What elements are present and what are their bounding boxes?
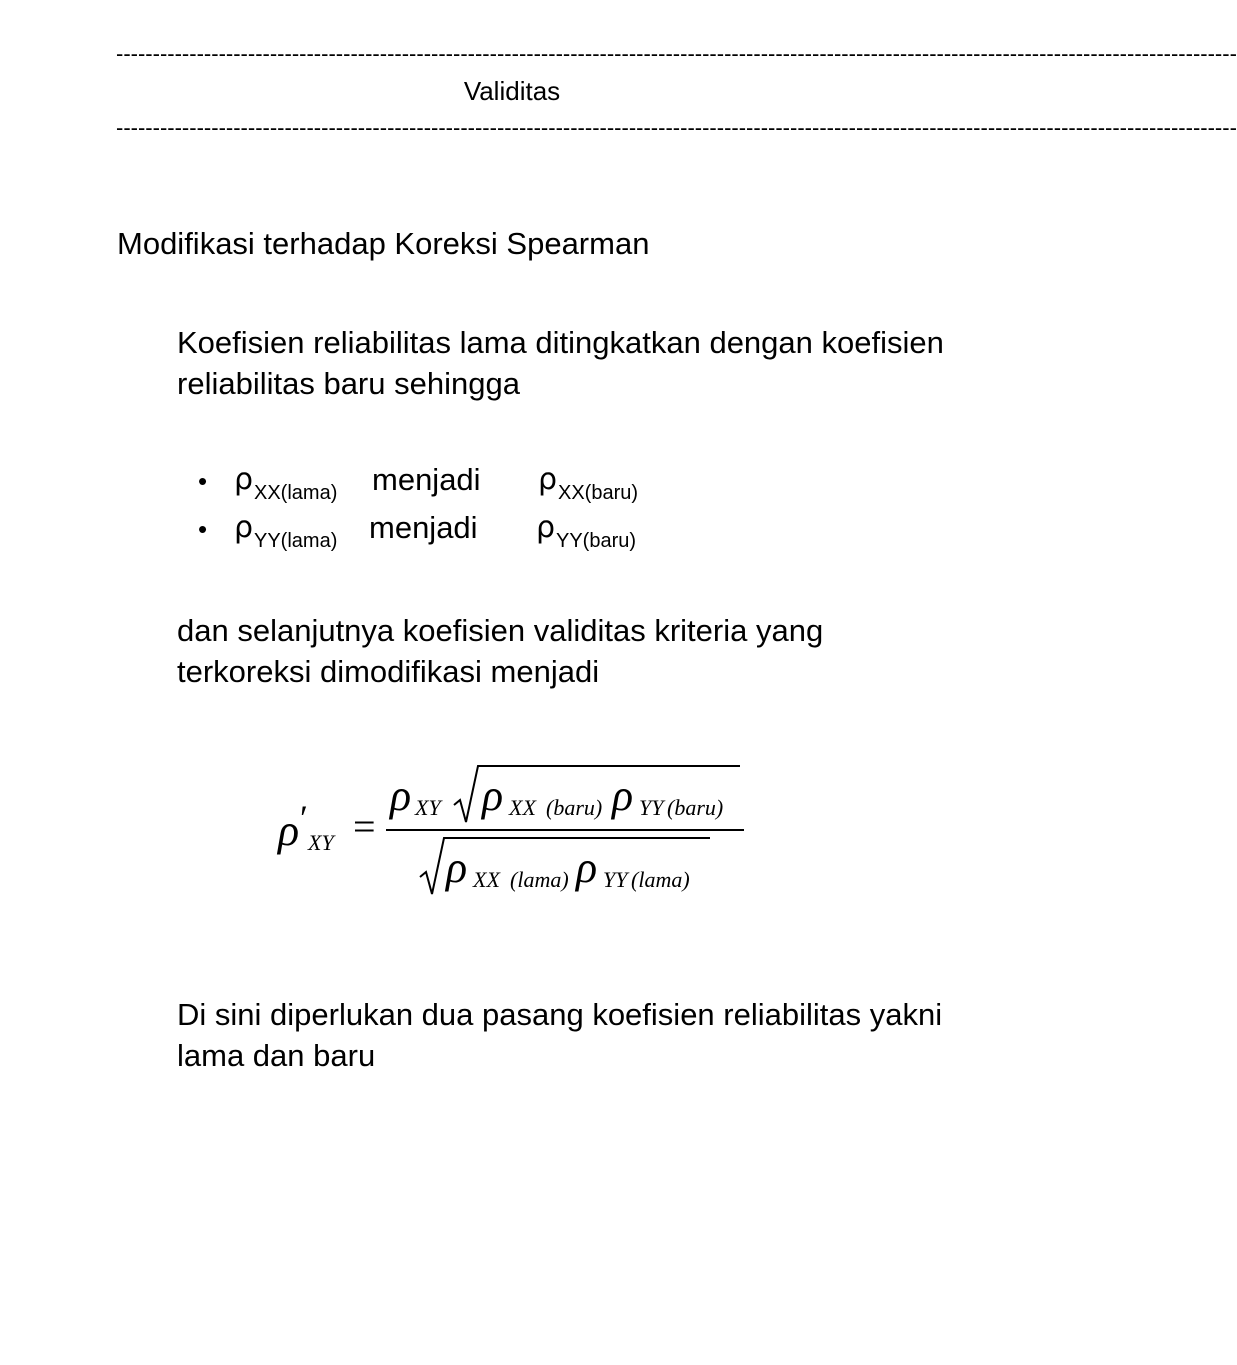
formula-num-rho-xx: ρ [482, 771, 504, 820]
rho-symbol: ρ [536, 510, 556, 545]
rho-subscript-old: XX(lama) [254, 482, 338, 504]
bullet-dot: • [198, 514, 208, 544]
formula-lhs-prime: ′ [300, 798, 308, 838]
formula-num-yy-subscript: YY [639, 795, 664, 820]
formula-den-rho-xx: ρ [446, 843, 468, 892]
formula-num-xx-subscript: XX [509, 795, 536, 820]
formula-num-rho: ρ [390, 771, 412, 820]
rho-subscript-old: YY(lama) [254, 530, 338, 552]
formula-equals-sign: = [353, 804, 376, 849]
rho-subscript-new: XX(baru) [558, 482, 639, 504]
formula-den-xx-paren: (lama) [510, 867, 569, 892]
formula-num-rho-yy: ρ [612, 771, 634, 820]
rho-symbol: ρ [538, 462, 558, 497]
page-header-title: Validitas [463, 76, 561, 106]
formula-den-yy-paren: (lama) [631, 867, 690, 892]
bullet-connector-word: menjadi [369, 510, 478, 545]
formula-lhs-subscript: XY [308, 830, 334, 855]
formula-num-yy-paren: (baru) [667, 795, 724, 820]
header-rule-bottom: --------------------------------------------------------------------------------------------------------------------------------------------------------- [116, 115, 1237, 140]
rho-symbol: ρ [234, 462, 254, 497]
formula-lhs-rho: ρ [278, 806, 300, 855]
formula-num-xx-paren: (baru) [546, 795, 603, 820]
header-rule-top: --------------------------------------------------------------------------------------------------------------------------------------------------------- [116, 41, 1237, 66]
corrected-validity-formula [270, 750, 770, 910]
paragraph-conclusion: Di sini diperlukan dua pasang koefisien reliabilitas yakni lama dan baru [177, 997, 943, 1073]
bullet-connector-word: menjadi [372, 462, 481, 497]
formula-num-subscript: XY [415, 795, 441, 820]
formula-den-xx-subscript: XX [473, 867, 500, 892]
paragraph-intro: Koefisien reliabilitas lama ditingkatkan dengan koefisien reliabilitas baru sehingga [177, 325, 944, 401]
bullet-dot: • [198, 466, 208, 496]
section-title: Modifikasi terhadap Koreksi Spearman [117, 226, 650, 261]
rho-subscript-new: YY(baru) [556, 530, 637, 552]
formula-svg [270, 750, 770, 910]
paragraph-modification: dan selanjutnya koefisien validitas kriteria yang terkoreksi dimodifikasi menjadi [177, 613, 824, 689]
rho-symbol: ρ [234, 510, 254, 545]
formula-den-rho-yy: ρ [576, 843, 598, 892]
formula-den-yy-subscript: YY [603, 867, 628, 892]
